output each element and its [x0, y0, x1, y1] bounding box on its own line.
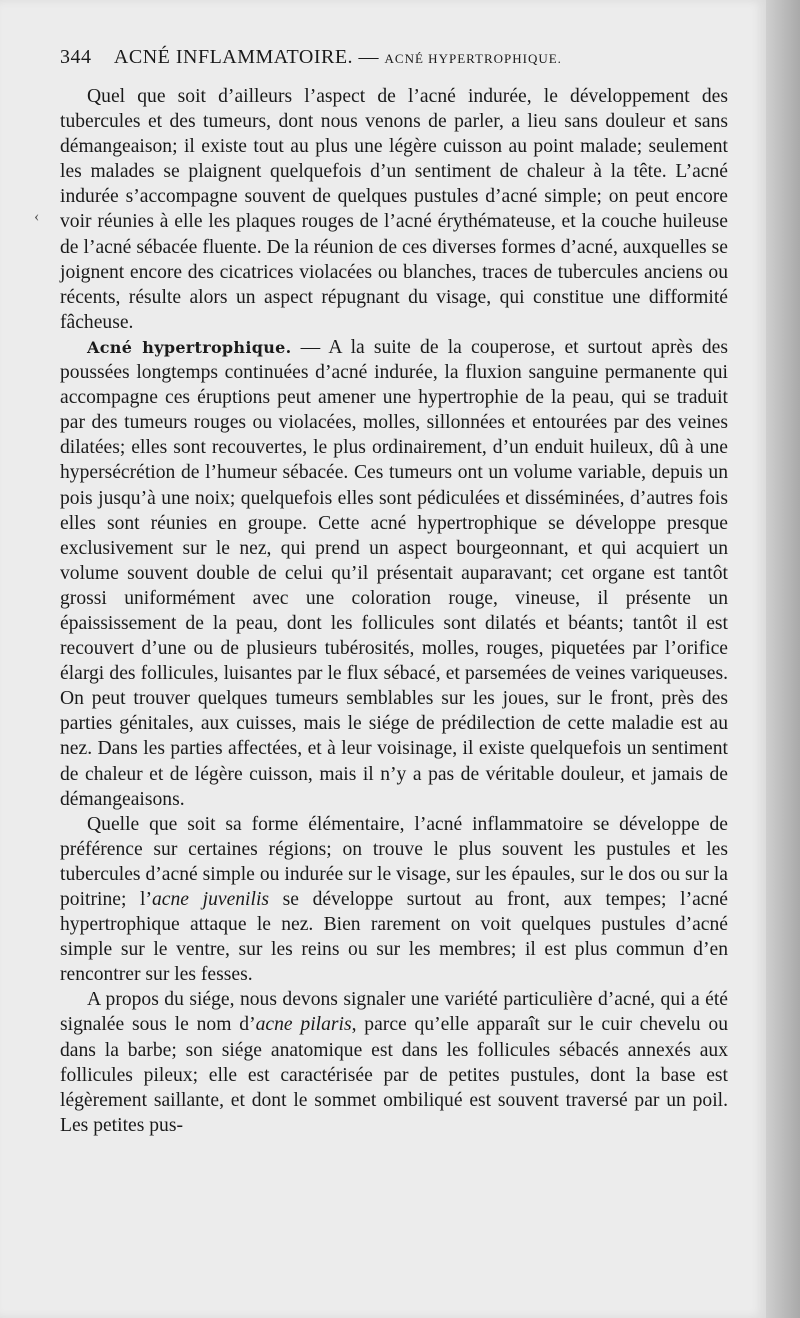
paragraph-2-text: A la suite de la couperose, et surtout après des poussées longtemps continuées d’acné indurée, la fluxion sanguine permanente qui accompagne ces éruptions peut amener une hypertrophie de la peau, qui se traduit par des tumeurs rouges ou violacées, molles, sillonnées et entourées par des veines dilatées; elles sont recouvertes, le plus ordinairement, d’un enduit huileux, dû à une hypersécrétion de l’humeur sébacée. Ces tumeurs ont un volume variable, depuis un pois jusqu’à une noix; quelquefois elles sont pédiculées et disséminées, d’autres fois elles sont réunies en groupe. Cette acné hypertrophique se développe presque exclusivement sur le nez, qui prend un aspect bourgeonnant, et qui acquiert un volume souvent double de celui qu’il présentait auparavant; cet organe est tantôt grossi uniformément avec une coloration rouge, vineuse, il présente un épaississement de la peau, dont les follicules sont dilatés et béants; tantôt il est recouvert d’une ou de plusieurs tubérosités, molles, rouges, piquetées par l’orifice élargi des follicules, luisantes par le flux sébacé, et parsemées de veines variqueuses. On peut trouver quelques tumeurs semblables sur les joues, sur le front, près des parties génitales, aux cuisses, mais le siége de prédilection de cette maladie est au nez. Dans les parties affectées, et à leur voisinage, il existe quelquefois un sentiment de chaleur et de légère cuisson, mais il n’y a pas de véritable douleur, et jamais de démangeaisons.	[60, 336, 728, 810]
page-number: 344	[60, 46, 92, 68]
page-edge	[766, 0, 800, 1318]
paragraph-3-italic: acne juvenilis	[152, 889, 270, 910]
running-dash: —	[358, 46, 380, 68]
paragraph-4-text-a: A propos du siége, nous devons signaler une variété particulière d’acné, qui a été signalée sous le nom d’	[60, 989, 728, 1036]
paragraph-4-italic: acne pilaris	[255, 1014, 352, 1036]
paragraph-4-text-b: , parce qu’elle apparaît sur le cuir chevelu ou dans la barbe; son siége anatomique est dans les follicules sébacés annexés aux follicules pileux; elle est caractérisée par de petites pustules, dont la base est légèrement saillante, et dont le sommet ombiliqué est souvent traversé par un poil. Les petites pus-	[60, 1014, 729, 1136]
running-head	[60, 46, 740, 69]
margin-mark: ‹	[34, 208, 40, 225]
section-dash: —	[291, 336, 329, 358]
body-text	[60, 84, 728, 1138]
running-title: ACNÉ INFLAMMATOIRE.	[113, 46, 354, 68]
paragraph-1: Quel que soit d’ailleurs l’aspect de l’acné indurée, le développement des tubercules et des tumeurs, dont nous venons de parler, a lieu sans douleur et sans démangeaison; il existe tout au plus une légère cuisson au point malade; seulement les malades se plaignent quelquefois d’un sentiment de chaleur à la tête. L’acné indurée s’accompagne souvent de quelques pustules d’acné simple; on peut encore voir réunies à elle les plaques rouges de l’acné érythémateuse, et la couche huileuse de l’acné sébacée fluente. De la réunion de ces diverses formes d’acné, auxquelles se joignent encore des cicatrices violacées ou blanches, traces de tubercules anciens ou récents, résulte alors un aspect répugnant du visage, qui constitue une difformité fâcheuse.	[60, 86, 728, 333]
paragraph-2	[60, 335, 728, 812]
paragraph-3-text-b: se développe surtout au front, aux tempes; l’acné hypertrophique attaque le nez. Bien rarement on voit quelques pustules d’acné simple sur le ventre, sur les reins ou sur les membres; il est plus commun d’en rencontrer sur les fesses.	[60, 889, 728, 986]
paragraph-3-text-a: Quelle que soit sa forme élémentaire, l’acné inflammatoire se développe de préférence sur certaines régions; on trouve le plus souvent les pustules et les tubercules d’acné simple ou indurée sur le visage, sur les épaules, sur le dos ou sur la poitrine; l’	[60, 813, 728, 910]
section-heading: Acné hypertrophique.	[87, 337, 292, 357]
paragraph-3	[60, 812, 728, 988]
running-subtitle: ACNÉ HYPERTROPHIQUE.	[384, 51, 562, 66]
paragraph-4	[60, 987, 728, 1138]
